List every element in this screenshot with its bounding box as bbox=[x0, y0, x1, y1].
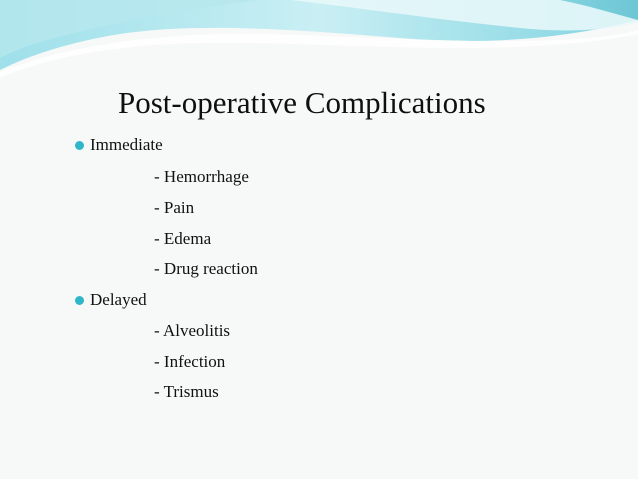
bullet-immediate bbox=[90, 134, 163, 156]
bullet-label: Immediate bbox=[90, 135, 163, 154]
bullet-dot-icon bbox=[75, 296, 84, 305]
list-item: - Hemorrhage bbox=[154, 167, 249, 186]
list-item: - Edema bbox=[154, 229, 212, 248]
bullet-label: Delayed bbox=[90, 290, 147, 309]
list-item: - Drug reaction bbox=[154, 259, 258, 278]
list-item: - Infection bbox=[154, 352, 226, 371]
bullet-delayed bbox=[90, 289, 147, 311]
bullet-dot-icon bbox=[75, 141, 84, 150]
list-item: - Pain bbox=[154, 198, 195, 217]
header-wave-decoration bbox=[0, 0, 638, 80]
list-item: - Trismus bbox=[154, 382, 219, 401]
slide-title: Post-operative Complications bbox=[118, 85, 486, 120]
list-item: - Alveolitis bbox=[154, 321, 231, 340]
